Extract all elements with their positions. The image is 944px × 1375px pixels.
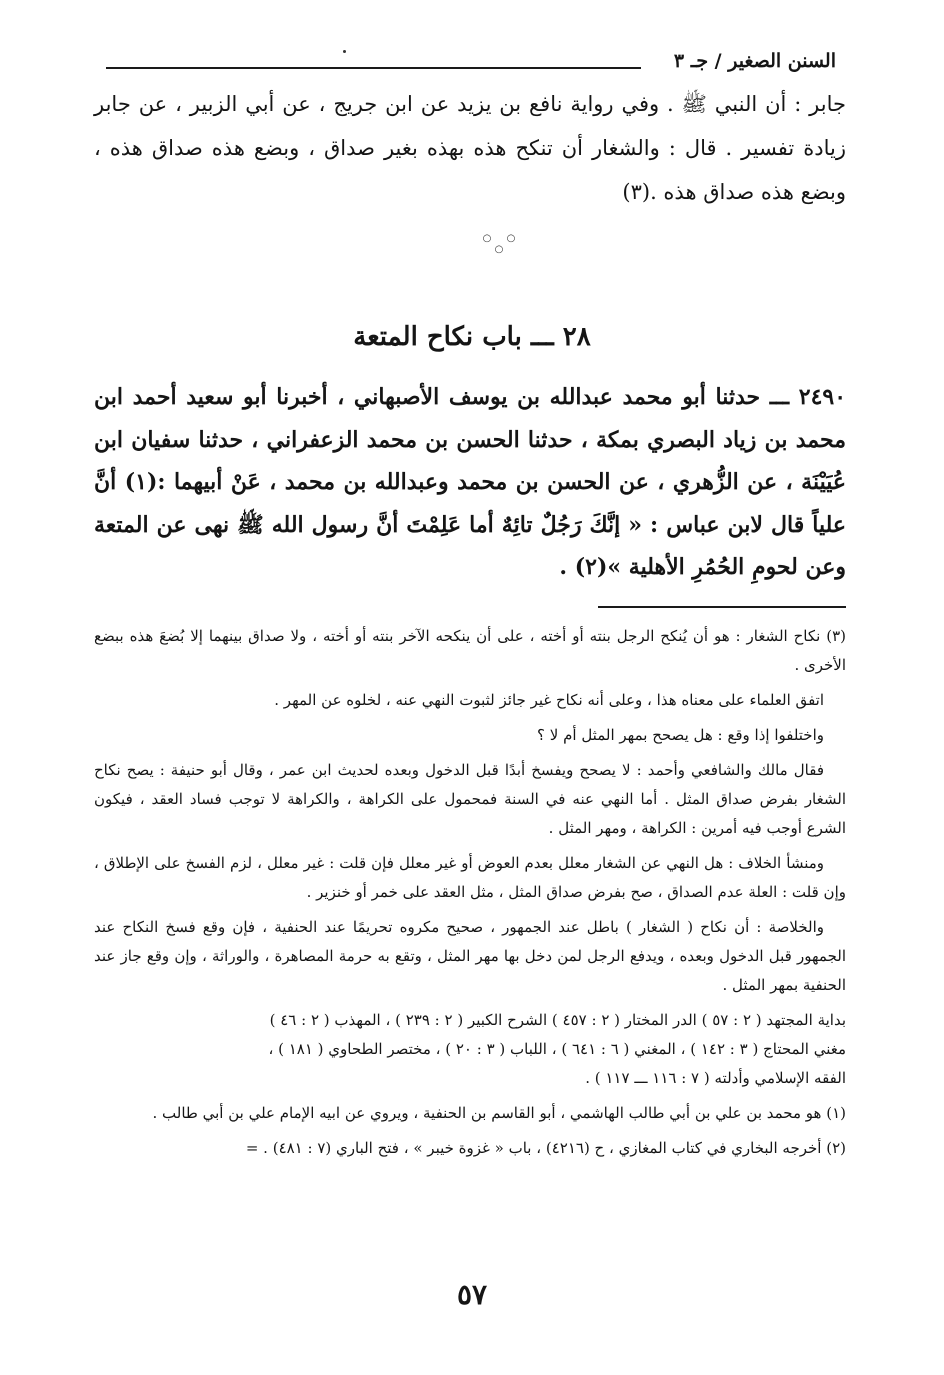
hadith-paragraph bbox=[94, 376, 846, 589]
header-dot-mark bbox=[343, 50, 346, 53]
continuation-paragraph: جابر : أن النبي ﷺ . وفي رواية نافع بن يزيد عن ابن جريج ، عن أبي الزبير ، عن جابر زيادة تفسير . قال : والشغار أن تنكح هذه بهذه بغير صداق ، وبضع هذه صداق هذه ، وبضع هذه صداق هذه .(٣) bbox=[94, 92, 846, 204]
footnote-3-references-line-1: بداية المجتهد ( ٢ : ٥٧ ) الدر المختار ( ٢ : ٤٥٧ ) الشرح الكبير ( ٢ : ٢٣٩ ) ، المهذب ( ٢ : ٤٦ ) bbox=[269, 1011, 846, 1029]
running-header-title: السنن الصغير / جـ ٣ bbox=[673, 50, 836, 72]
section-separator: ○ ○ ○ bbox=[482, 233, 522, 255]
footnote-3-references-line-3: الفقه الإسلامي وأدلته ( ٧ : ١١٦ ـــ ١١٧ ) . bbox=[585, 1069, 846, 1087]
footnote-3-origin: ومنشأ الخلاف : هل النهي عن الشغار معلل بعدم العوض أو غير معلل فإن قلت : غير معلل ، لزم الفسخ على الإطلاق ، وإن قلت : العلة عدم الصداق ، صح بفرض صداق المثل ، مثل العقد على خمر أو خنزير . bbox=[94, 854, 846, 901]
footnotes-section bbox=[94, 622, 846, 1163]
footnote-3-references-line-2: مغني المحتاج ( ٣ : ١٤٢ ) ، المغني ( ٦ : ٦٤١ ) ، اللباب ( ٣ : ٢٠ ) ، مختصر الطحاوي ( ١٨١ ) ، bbox=[268, 1040, 846, 1058]
footnote-3-opinions: فقال مالك والشافعي وأحمد : لا يصحح ويفسخ أبدًا قبل الدخول وبعده لحديث ابن عمر ، وقال أبو حنيفة : يصح نكاح الشغار بفرض صداق المثل . أما النهي عنه في السنة فمحمول على الكراهة ، والكراهة لا توجب فساد العقد ، فيكون الشرع أوجب فيه أمرين : الكراهة ، ومهر المثل . bbox=[94, 761, 846, 837]
footnote-3-summary: والخلاصة : أن نكاح ( الشغار ) باطل عند الجمهور ، صحيح مكروه تحريمًا عند الحنفية ، فإن وقع فسخ النكاح عند الجمهور قبل الدخول وبعده ، ويدفع الرجل لمن دخل بها مهر المثل ، وتقع به حرمة المصاهرة ، والوراثة ، وإن وقع جاز عند الحنفية بمهر المثل . bbox=[94, 918, 846, 994]
chapter-title: ٢٨ ـــ باب نكاح المتعة bbox=[353, 322, 591, 352]
footnote-3-disagreement: واختلفوا إذا وقع : هل يصحح بمهر المثل أم لا ؟ bbox=[537, 726, 824, 744]
footnote-2: (٢) أخرجه البخاري في كتاب المغازي ، ح (٤٢١٦) ، باب « غزوة خيبر » ، فتح الباري (٧ : ٤٨١) . = bbox=[245, 1139, 846, 1157]
footnote-divider bbox=[598, 606, 846, 608]
footnote-3-definition: (٣) نكاح الشغار : هو أن يُنكح الرجل بنته أو أخته ، على أن ينكحه الآخر بنته أو أخته ، ولا صداق بينهما إلا بُضعَ هذه ببضع الأخرى . bbox=[94, 627, 846, 674]
page-number: ٥٧ bbox=[456, 1278, 488, 1311]
running-header-rule bbox=[106, 67, 641, 69]
running-header bbox=[106, 50, 836, 80]
footnote-1: (١) هو محمد بن علي بن أبي طالب الهاشمي ، أبو القاسم بن الحنفية ، ويروي عن ابيه الإمام علي بن أبي طالب . bbox=[152, 1104, 846, 1122]
hadith-text: حدثنا أبو محمد عبدالله بن يوسف الأصبهاني ، أخبرنا أبو سعيد أحمد ابن محمد بن زياد البصري بمكة ، حدثنا الحسن بن محمد الزعفراني ، حدثنا سفيان ابن عُيَيْنَة ، عن الزُّهري ، عن الحسن بن محمد وعبدالله بن محمد ، عَنْ أبيهما :(١) أنَّ علياً قال لابن عباس : « إنَّكَ رَجُلٌ تائِهٌ أما عَلِمْتَ أنَّ رسول الله ﷺ نهى عن المتعة وعن لحومِ الحُمُرِ الأهلية »(٢) . bbox=[94, 384, 846, 580]
footnote-3-consensus: اتفق العلماء على معناه هذا ، وعلى أنه نكاح غير جائز لثبوت النهي عنه ، لخلوه عن المهر . bbox=[274, 691, 824, 709]
hadith-number: ٢٤٩٠ ـــ bbox=[769, 384, 847, 410]
